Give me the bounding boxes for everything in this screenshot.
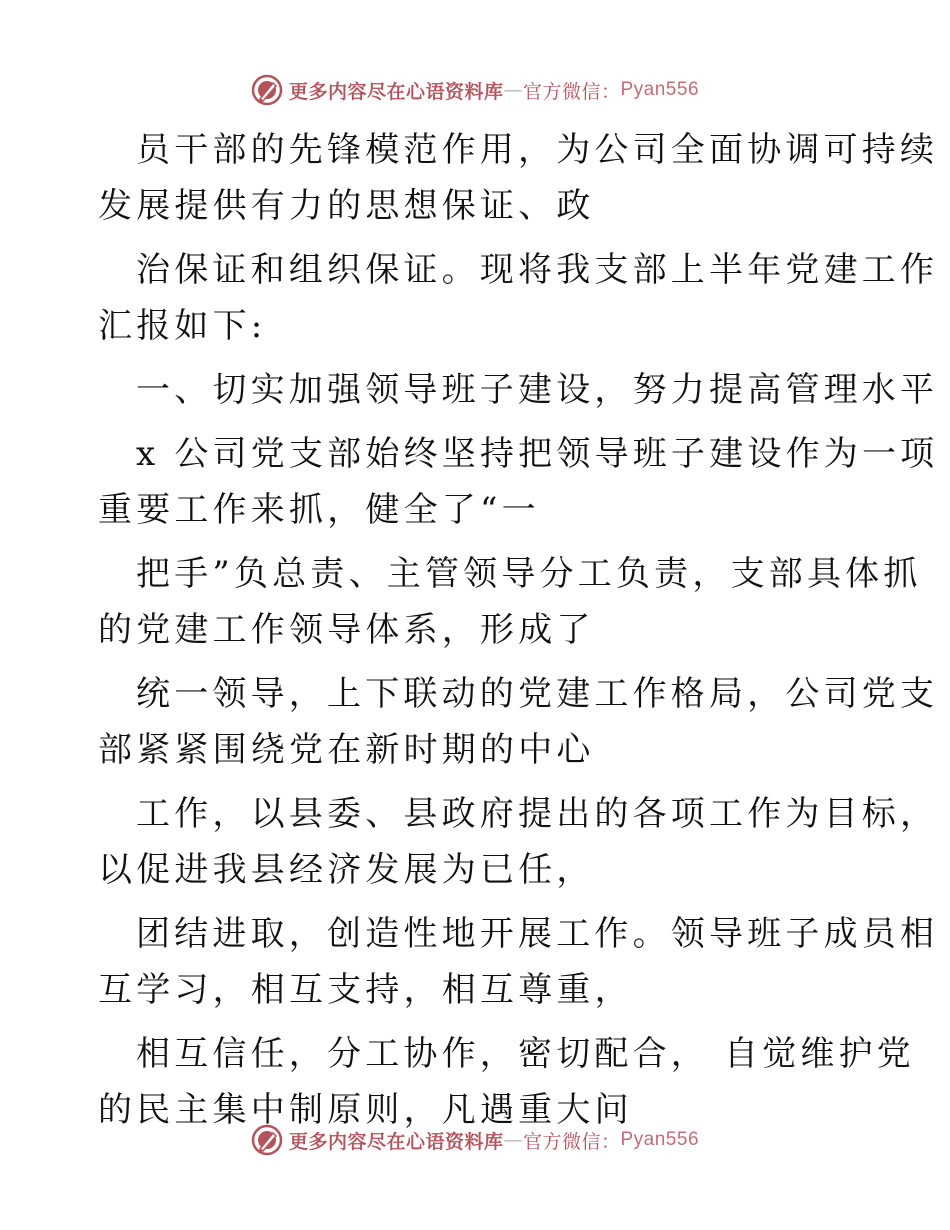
banner-dash: — <box>503 79 523 101</box>
footer-banner <box>0 1120 950 1160</box>
banner-wechat-id: Pyan556 <box>620 1129 700 1150</box>
banner-label: 官方微信： <box>522 1130 621 1153</box>
header-banner <box>0 70 950 110</box>
text-line: 员干部的先锋模范作用，为公司全面协调可持续 <box>136 130 939 170</box>
paragraph <box>98 122 939 234</box>
paragraph <box>98 666 939 778</box>
pen-logo-icon <box>251 74 283 106</box>
paragraph <box>98 426 939 538</box>
text-line: 工作，以县委、县政府提出的各项工作为目标， <box>136 794 939 834</box>
banner-text: 更多内容尽在心语资料库 <box>288 80 504 103</box>
banner-wechat-id: Pyan556 <box>620 79 700 100</box>
text-line: 统一领导，上下联动的党建工作格局，公司党支 <box>136 674 939 714</box>
paragraph <box>98 242 939 354</box>
text-line: 治保证和组织保证。现将我支部上半年党建工作 <box>136 250 939 290</box>
text-line: 一、切实加强领导班子建设，努力提高管理水平 <box>136 370 939 410</box>
banner-text: 更多内容尽在心语资料库 <box>288 1130 504 1153</box>
text-line: 发展提供有力的思想保证、政 <box>98 186 595 226</box>
text-line: 以促进我县经济发展为已任， <box>98 850 595 890</box>
text-line: 互学习，相互支持，相互尊重， <box>98 970 633 1010</box>
paragraph <box>98 786 939 898</box>
text-line: 的党建工作领导体系，形成了 <box>98 610 595 650</box>
banner-label: 官方微信： <box>522 80 621 103</box>
banner-dash: — <box>503 1129 523 1151</box>
text-line: 重要工作来抓，健全了“一 <box>98 490 540 530</box>
paragraph <box>98 546 922 658</box>
pen-logo-icon <box>251 1124 283 1156</box>
text-line: 部紧紧围绕党在新时期的中心 <box>98 730 595 770</box>
text-line: 团结进取，创造性地开展工作。领导班子成员相 <box>136 914 939 954</box>
text-line: 相互信任，分工协作，密切配合， 自觉维护党 <box>136 1034 916 1074</box>
document-body <box>98 122 939 1138</box>
paragraph <box>98 906 939 1018</box>
text-line: 把手”负总责、主管领导分工负责，支部具体抓 <box>136 554 922 594</box>
text-line: 汇报如下: <box>98 306 267 346</box>
text-line: 的民主集中制原则，凡遇重大问 <box>98 1090 633 1130</box>
text-line: x 公司党支部始终坚持把领导班子建设作为一项 <box>136 434 939 474</box>
section-heading <box>98 362 939 418</box>
